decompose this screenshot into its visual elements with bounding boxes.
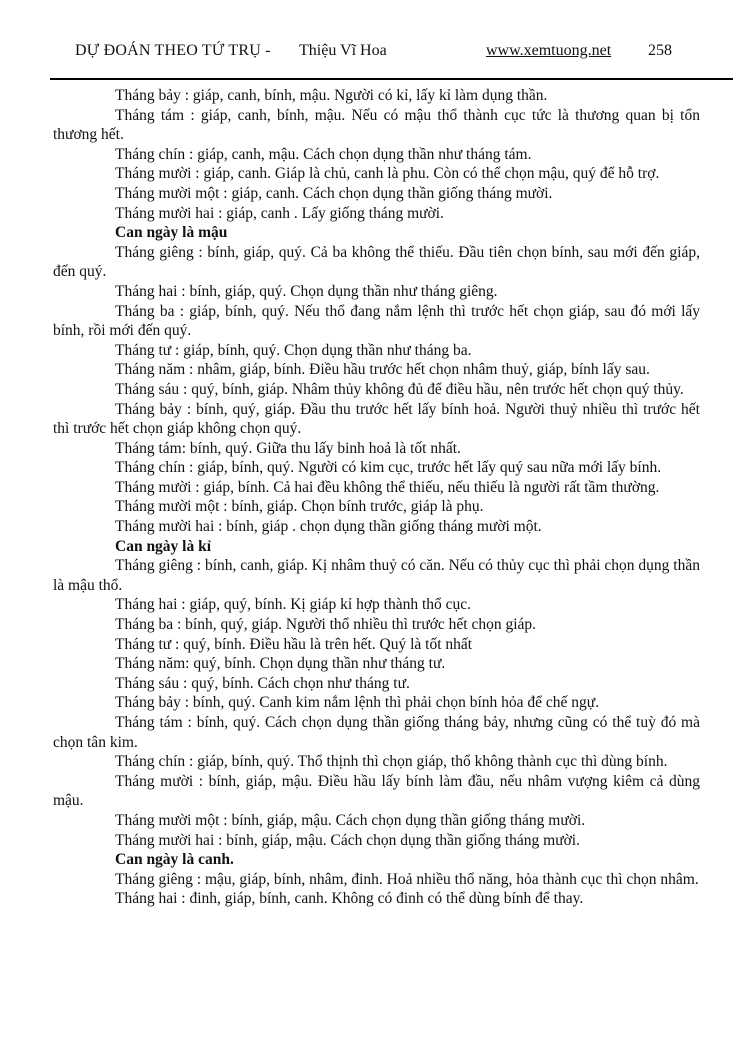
paragraph: Tháng ba : bính, quý, giáp. Người thổ nhiều thì trước hết chọn giáp. bbox=[115, 616, 537, 634]
paragraph: Tháng mười một : giáp, canh. Cách chọn dụng thần giống tháng mười. bbox=[115, 184, 553, 202]
paragraph: Tháng hai : đinh, giáp, bính, canh. Không có đinh có thể dùng bính để thay. bbox=[115, 890, 584, 908]
paragraph: Tháng hai : giáp, quý, bính. Kị giáp kỉ hợp thành thổ cục. bbox=[115, 596, 472, 614]
paragraph: Tháng giêng : mậu, giáp, bính, nhâm, đinh. Hoả nhiều thổ năng, hỏa thành cục thì chọn nhâm. bbox=[115, 870, 699, 888]
page-number: 258 bbox=[648, 42, 672, 59]
paragraph: Tháng bảy : bính, quý, giáp. Đầu thu trước hết lấy bính hoả. Người thuỷ nhiều thì trước hết thì trước hết chọn giáp không chọn quý. bbox=[53, 400, 700, 438]
paragraph: Tháng năm : nhâm, giáp, bính. Điều hầu trước hết chọn nhâm thuỷ, giáp, bính lấy sau. bbox=[115, 361, 650, 379]
paragraph: Tháng mười một : bính, giáp, mậu. Cách chọn dụng thần giống tháng mười. bbox=[115, 811, 586, 829]
paragraph: Tháng tư : quý, bính. Điều hầu là trên hết. Quý là tốt nhất bbox=[115, 635, 473, 653]
book-title: DỰ ĐOÁN THEO TỨ TRỤ - bbox=[75, 42, 271, 59]
paragraph: Tháng bảy : giáp, canh, bính, mậu. Người có kỉ, lấy kỉ làm dụng thần. bbox=[115, 87, 548, 104]
author-name: Thiệu Vĩ Hoa bbox=[299, 42, 387, 59]
page-body bbox=[53, 86, 700, 909]
section-heading: Can ngày là mậu bbox=[115, 224, 228, 242]
paragraph: Tháng năm: quý, bính. Chọn dụng thần như tháng tư. bbox=[115, 655, 446, 673]
section-heading: Can ngày là kỉ bbox=[115, 537, 212, 555]
paragraph: Tháng giêng : bính, giáp, quý. Cả ba không thể thiếu. Đầu tiên chọn bính, sau mới đến giáp, đến quý. bbox=[53, 243, 700, 281]
paragraph: Tháng chín : giáp, bính, quý. Thổ thịnh thì chọn giáp, thổ không thành cục thì dùng bính. bbox=[115, 753, 668, 771]
paragraph: Tháng mười : bính, giáp, mậu. Điều hầu lấy bính làm đầu, nếu nhâm vượng kiêm cả dùng mậu. bbox=[53, 772, 700, 810]
paragraph: Tháng tư : giáp, bính, quý. Chọn dụng thần như tháng ba. bbox=[115, 341, 472, 359]
paragraph: Tháng mười : giáp, canh. Giáp là chủ, canh là phu. Còn có thể chọn mậu, quý để hỗ trợ. bbox=[115, 165, 660, 183]
paragraph: Tháng ba : giáp, bính, quý. Nếu thổ đang nắm lệnh thì trước hết chọn giáp, sau đó mới lấy bính, rồi mới đến quý. bbox=[53, 302, 700, 340]
paragraph: Tháng chín : giáp, bính, quý. Người có kim cục, trước hết lấy quý sau nữa mới lấy bính. bbox=[115, 459, 662, 477]
paragraph: Tháng mười hai : giáp, canh . Lấy giống tháng mười. bbox=[115, 204, 444, 222]
paragraph: Tháng tám : giáp, canh, bính, mậu. Nếu có mậu thổ thành cục tức là thương quan bị tổn thương hết. bbox=[53, 106, 700, 144]
paragraph: Tháng tám : bính, quý. Cách chọn dụng thần giống tháng bảy, nhưng cũng có thể tuỳ đó mà chọn tân kim. bbox=[53, 714, 700, 751]
paragraph: Tháng mười một : bính, giáp. Chọn bính trước, giáp là phụ. bbox=[115, 498, 484, 516]
website-link: www.xemtuong.net bbox=[486, 42, 612, 59]
paragraph: Tháng mười hai : bính, giáp, mậu. Cách chọn dụng thần giống tháng mười. bbox=[115, 831, 580, 849]
header-divider bbox=[50, 78, 733, 80]
paragraph: Tháng chín : giáp, canh, mậu. Cách chọn dụng thần như tháng tám. bbox=[115, 145, 532, 163]
page-header bbox=[0, 42, 744, 72]
paragraph: Tháng giêng : bính, canh, giáp. Kị nhâm thuỷ có căn. Nếu có thủy cục thì phải chọn dụng thần là mậu thổ. bbox=[53, 557, 700, 594]
paragraph: Tháng mười : giáp, bính. Cả hai đều không thể thiếu, nếu thiếu là người rất tầm thường. bbox=[115, 478, 660, 496]
paragraph: Tháng tám: bính, quý. Giữa thu lấy binh hoả là tốt nhất. bbox=[115, 439, 461, 457]
paragraph: Tháng bảy : bính, quý. Canh kim nắm lệnh thì phải chọn bính hỏa để chế ngự. bbox=[115, 694, 600, 712]
paragraph: Tháng sáu : quý, bính. Cách chọn như tháng tư. bbox=[115, 674, 410, 692]
section-heading: Can ngày là canh. bbox=[115, 851, 234, 869]
paragraph: Tháng mười hai : bính, giáp . chọn dụng thần giống tháng mười một. bbox=[115, 518, 542, 536]
paragraph: Tháng hai : bính, giáp, quý. Chọn dụng thần như tháng giêng. bbox=[115, 282, 498, 300]
paragraph: Tháng sáu : quý, bính, giáp. Nhâm thủy không đủ để điều hầu, nên trước hết chọn quý thủy. bbox=[115, 380, 684, 398]
